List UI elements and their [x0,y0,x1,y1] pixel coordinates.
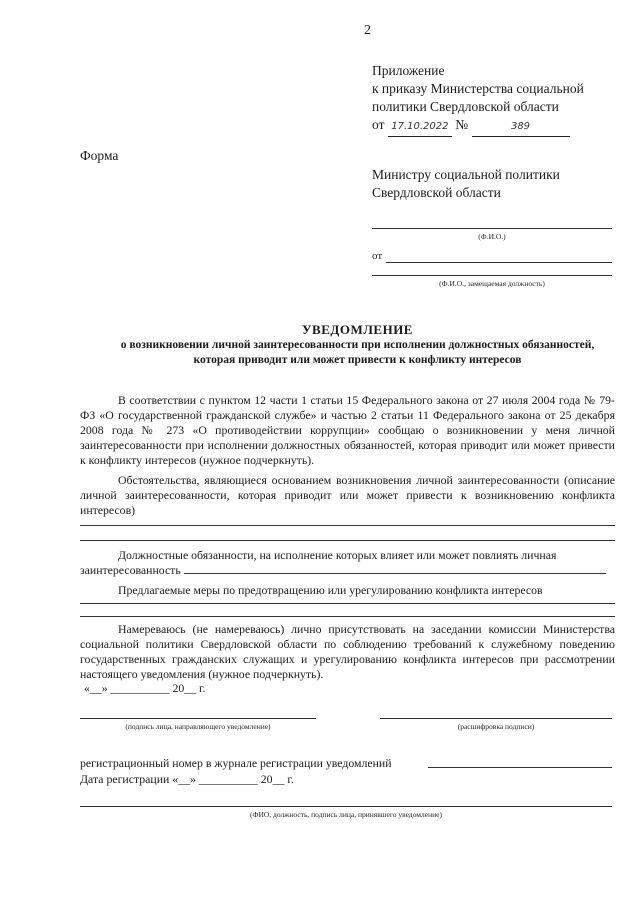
title-line-2: о возникновении личной заинтересованности при исполнении должностных обязанностей, [120,339,595,352]
paragraph-duties: Должностные обязанности, на исполнение которых влияет или может повлиять личная [118,548,557,562]
signature-caption: (подпись лица, направляющего уведомление) [125,722,271,731]
form-label: Форма [80,148,119,163]
circumstances-line-1[interactable] [80,525,615,526]
handwritten-date: 17.10.2022 [388,118,452,137]
paragraph-legal-basis: В соответствии с пунктом 12 части 1 статьи 15 Федерального закона от 27 июля 2004 года № 79-ФЗ «О государственной гражданской службе» и частью 2 статьи 11 Федерального закона от 25 декабря 2008 года № 273 «О противодействии коррупции» сообщаю о возникновении у меня личной заинтересованности при исполнении должностных обязанностей, которая приводит или может привести к конфликту интересов (нужное подчеркнуть). [80,393,615,467]
addressee-line-1: Министру социальной политики [372,167,560,182]
signature-input-line[interactable] [80,718,316,719]
measures-line-2[interactable] [80,616,615,617]
page-number: 2 [364,23,371,38]
signature-decode-caption: (расшифровка подписи) [457,722,535,731]
paragraph-intention: Намереваюсь (не намереваюсь) лично присутствовать на заседании комиссии Министерства социальной политики Свердловской области по соблюдению требований к служебному поведению государственных гражданских служащих и урегулированию конфликта интересов при рассмотрении настоящего уведомления (нужное подчеркнуть). [80,622,615,681]
title-line-3: которая приводит или может привести к конфликту интересов [193,354,522,367]
date-prefix: от [372,117,385,132]
paragraph-circumstances: Обстоятельства, являющиеся основанием возникновения личной заинтересованности (описание личной заинтересованности, которая приводит или может привести к возникновению конфликта интересов) [80,473,615,517]
paragraph-measures: Предлагаемые меры по предотвращению или урегулированию конфликта интересов [118,583,543,597]
notice-title [70,322,640,368]
from-input-line[interactable] [386,262,612,263]
registration-number-label: регистрационный номер в журнале регистрации уведомлений [80,756,392,770]
addressee-block [372,166,622,202]
registration-number-input-line[interactable] [428,767,612,768]
date-placeholder: «__» __________ 20__ г. [84,681,206,695]
appendix-line-1: Приложение [372,63,445,78]
position-caption: (Ф.И.О., замещаемая должность) [439,279,545,288]
duties-line [80,563,615,578]
circumstances-line-2[interactable] [80,540,615,541]
receiver-input-line[interactable] [80,806,612,807]
fio-caption: (Ф.И.О.) [478,232,506,241]
appendix-header [372,62,622,137]
appendix-line-2: к приказу Министерства социальной [372,81,584,96]
receiver-caption: (ФИО, должность, подпись лица, принявшего уведомление) [250,810,442,819]
addressee-line-2: Свердловской области [372,185,501,200]
registration-date-label: Дата регистрации «__» __________ 20__ г. [80,772,294,786]
title-main: УВЕДОМЛЕНИЕ [302,322,413,337]
appendix-date-number [372,116,622,137]
number-prefix: № [455,117,469,132]
from-prefix: от [372,250,383,262]
appendix-line-3: политики Свердловской области [372,99,559,114]
measures-line-1[interactable] [80,603,615,604]
fio-input-line[interactable] [372,228,612,229]
duties-input-line[interactable] [184,563,606,574]
signature-decode-input-line[interactable] [380,718,612,719]
position-input-line[interactable] [372,275,612,276]
handwritten-number: 389 [472,118,570,137]
duties-label: заинтересованность [80,563,181,577]
